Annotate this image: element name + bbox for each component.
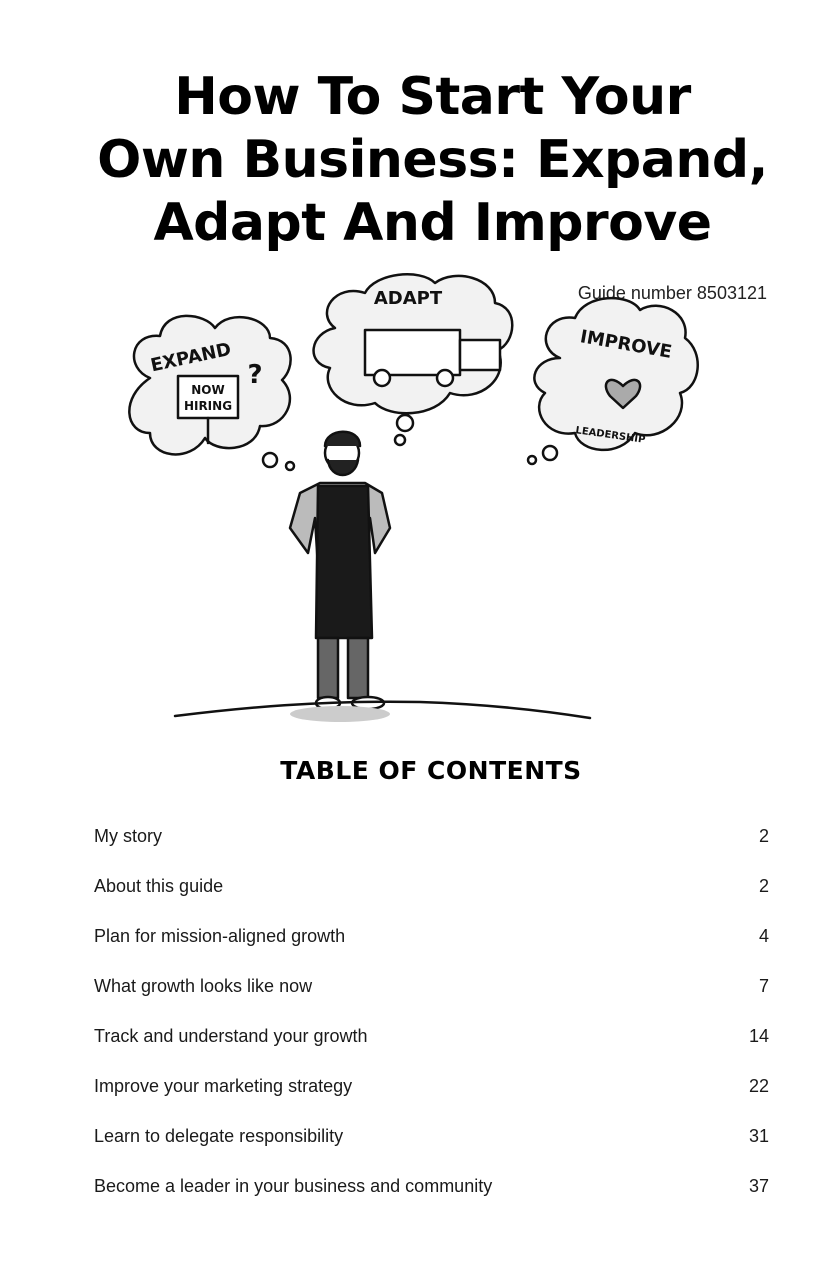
toc-item-page: 22: [748, 1076, 769, 1096]
toc-heading: TABLE OF CONTENTS: [280, 756, 582, 785]
toc-item-label: What growth looks like now: [94, 976, 313, 996]
toc-item-label: Track and understand your growth: [94, 1026, 368, 1046]
toc-item[interactable]: [94, 1126, 769, 1176]
toc-item-page: 2: [758, 826, 769, 846]
toc-item-page: 37: [748, 1176, 769, 1196]
toc-item[interactable]: [94, 926, 769, 976]
title-line-2: Own Business: Expand,: [97, 130, 768, 190]
toc-item[interactable]: [94, 1026, 769, 1076]
expand-label: EXPAND: [148, 338, 233, 377]
document-title: [0, 66, 825, 255]
toc-item[interactable]: [94, 976, 769, 1026]
toc-item[interactable]: [94, 826, 769, 876]
toc-item-label: About this guide: [94, 876, 224, 896]
toc-item[interactable]: [94, 1176, 769, 1226]
leadership-caption: LEADERSHIP: [574, 425, 646, 446]
toc-item-page: 2: [758, 876, 769, 896]
toc-item-page: 7: [758, 976, 769, 996]
title-line-3: Adapt And Improve: [153, 193, 712, 253]
cover-illustration: [120, 268, 710, 748]
shop-owner-figure: [290, 432, 390, 709]
toc-item-label: Learn to delegate responsibility: [94, 1126, 344, 1146]
toc-item-label: Plan for mission-aligned growth: [94, 926, 346, 946]
toc-item-label: Improve your marketing strategy: [94, 1076, 353, 1096]
sign-line-1: NOW: [191, 383, 225, 397]
toc-item[interactable]: [94, 876, 769, 926]
toc-item-page: 31: [748, 1126, 769, 1146]
sign-line-2: HIRING: [183, 399, 233, 413]
toc-item[interactable]: [94, 1076, 769, 1126]
adapt-label: ADAPT: [373, 288, 443, 309]
table-of-contents: [94, 826, 769, 1226]
toc-item-page: 14: [748, 1026, 769, 1046]
title-line-1: How To Start Your: [174, 67, 691, 127]
toc-item-label: Become a leader in your business and community: [94, 1176, 493, 1196]
improve-label: IMPROVE: [578, 326, 674, 363]
question-mark: ?: [247, 360, 263, 390]
toc-item-label: My story: [94, 826, 163, 846]
guide-number: Guide number 8503121: [577, 283, 767, 303]
toc-item-page: 4: [758, 926, 769, 946]
